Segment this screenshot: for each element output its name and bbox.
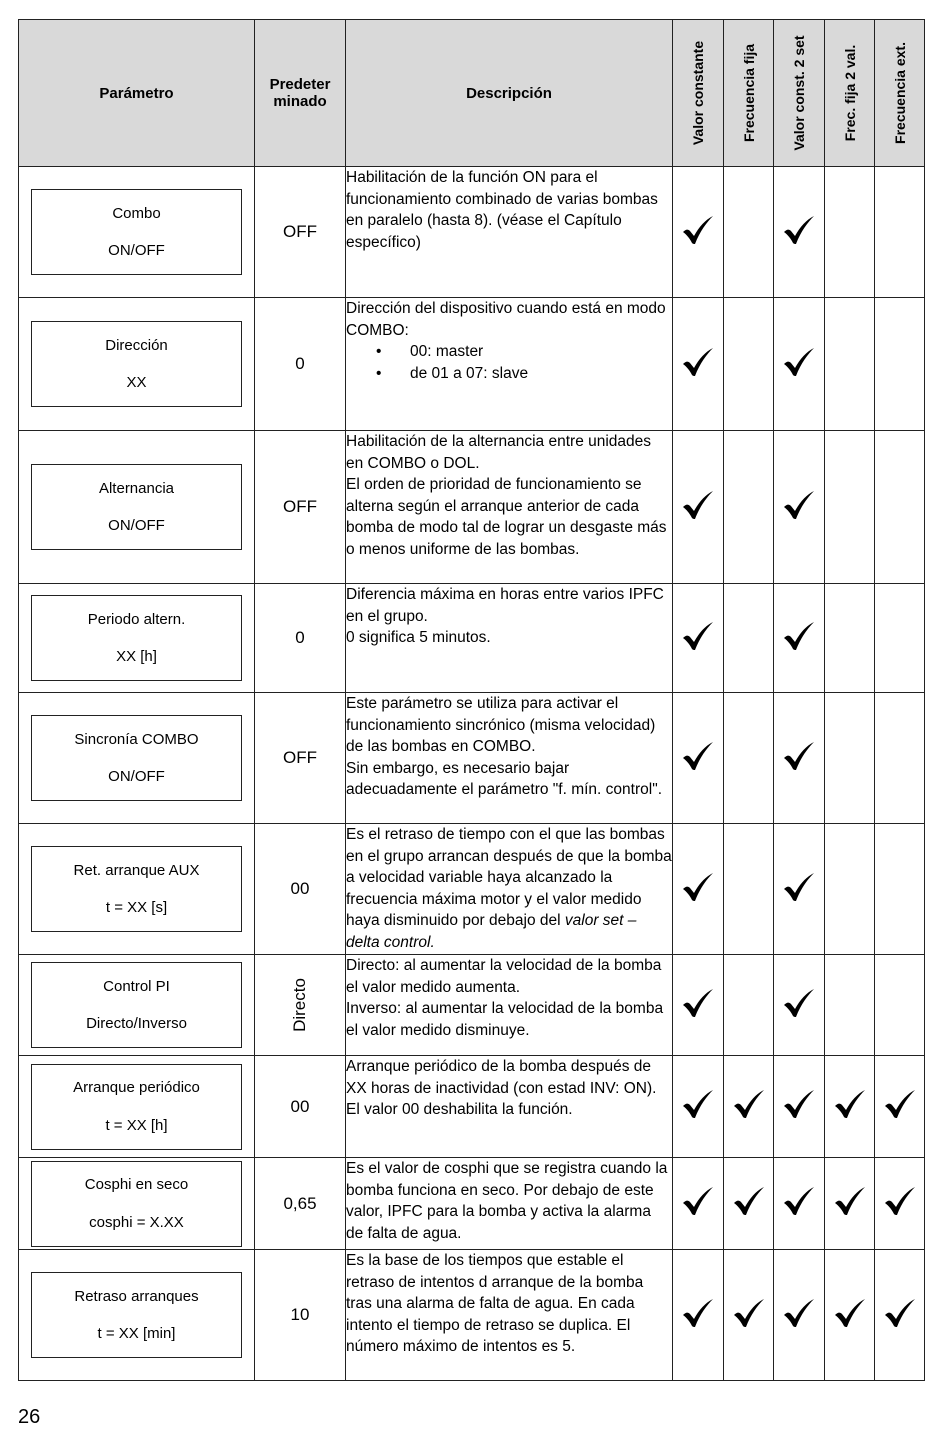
checkmark-icon <box>783 1186 815 1216</box>
header-predeterminado-line1: Predeter <box>269 76 331 93</box>
mode-cell <box>875 1250 925 1381</box>
checkmark-icon <box>682 1298 714 1328</box>
parameter-name: Arranque periódico <box>73 1079 200 1097</box>
parameter-box <box>31 1161 242 1247</box>
header-mode-label: Frecuencia ext. <box>891 42 908 144</box>
table-row <box>19 584 925 693</box>
mode-cell <box>825 1056 875 1158</box>
header-mode-valor-constante <box>673 20 724 167</box>
parameter-value: Directo/Inverso <box>86 1015 187 1032</box>
checkmark-icon <box>834 1186 866 1216</box>
mode-cell <box>875 431 925 584</box>
mode-cell <box>724 1056 774 1158</box>
mode-cell <box>875 1056 925 1158</box>
default-value-text: Directo <box>290 978 309 1032</box>
description-text: Arranque periódico de la bomba después de XX horas de inactividad (con estad INV: ON). El valor 00 deshabilita la función. <box>346 1058 657 1119</box>
mode-cell <box>825 431 875 584</box>
parameter-name: Sincronía COMBO <box>74 730 199 748</box>
table-row <box>19 1056 925 1158</box>
parameter-name: Control PI <box>103 977 170 995</box>
description-text-2: Inverso: al aumentar la velocidad de la bomba el valor medido disminuye. <box>346 1000 664 1039</box>
description-text: Es el valor de cosphi que se registra cuando la bomba funciona en seco. Por debajo de este valor, IPFC para la bomba y activa la alarma de falta de agua. <box>346 1160 668 1242</box>
mode-cell <box>724 298 774 431</box>
header-mode-label: Valor const. 2 set <box>791 35 807 151</box>
mode-cell <box>673 298 724 431</box>
checkmark-icon <box>682 215 714 245</box>
parameter-box <box>31 1064 242 1150</box>
table-row <box>19 298 925 431</box>
header-predeterminado-line2: minado <box>273 93 327 110</box>
parameter-box <box>31 962 242 1048</box>
mode-cell <box>724 955 774 1056</box>
parameter-name: Combo <box>112 204 161 222</box>
parameter-name: Alternancia <box>98 479 175 497</box>
mode-cell <box>673 824 724 955</box>
parameter-box <box>31 189 242 275</box>
parameter-box <box>31 846 242 932</box>
description <box>346 1250 673 1381</box>
description-text-2: El orden de prioridad de funcionamiento se alterna según el arranque anterior de cada bomba de modo tal de lograr un desgaste más o menos uniforme de las bombas. <box>346 476 667 558</box>
mode-cell <box>825 1158 875 1250</box>
description <box>346 431 673 584</box>
description-list <box>346 341 672 384</box>
mode-cell <box>774 584 825 693</box>
parameter-value: XX [h] <box>116 648 157 665</box>
mode-cell <box>724 1158 774 1250</box>
parameter-name: Periodo altern. <box>87 610 186 628</box>
header-mode-frecuencia-fija <box>724 20 774 167</box>
mode-cell <box>875 1158 925 1250</box>
default-value <box>255 955 346 1056</box>
mode-cell <box>875 693 925 824</box>
parameter-value: ON/OFF <box>108 517 165 534</box>
default-value: 00 <box>255 824 346 955</box>
mode-cell <box>774 1158 825 1250</box>
parameter-box <box>31 595 242 681</box>
mode-cell <box>825 1250 875 1381</box>
table-row <box>19 1250 925 1381</box>
mode-cell <box>825 693 875 824</box>
description <box>346 584 673 693</box>
header-mode-label: Frec. fija 2 val. <box>841 44 858 142</box>
parameter-value: ON/OFF <box>108 242 165 259</box>
description <box>346 955 673 1056</box>
mode-cell <box>724 167 774 298</box>
table-row <box>19 1158 925 1250</box>
description-text-2: Sin embargo, es necesario bajar adecuadamente el parámetro "f. mín. control". <box>346 759 663 799</box>
mode-cell <box>774 298 825 431</box>
checkmark-icon <box>834 1089 866 1119</box>
mode-cell <box>673 1158 724 1250</box>
description <box>346 167 673 298</box>
parameter-value: t = XX [h] <box>105 1116 168 1134</box>
mode-cell <box>724 1250 774 1381</box>
mode-cell <box>673 167 724 298</box>
mode-cell <box>774 1250 825 1381</box>
description <box>346 1158 673 1250</box>
mode-cell <box>673 693 724 824</box>
checkmark-icon <box>783 1298 815 1328</box>
checkmark-icon <box>884 1298 916 1328</box>
mode-cell <box>673 1056 724 1158</box>
description-text: Habilitación de la función ON para el funcionamiento combinado de varias bombas en paralelo (hasta 8). (véase el Capítulo específico) <box>346 169 658 251</box>
default-value: OFF <box>255 693 346 824</box>
mode-cell <box>673 584 724 693</box>
checkmark-icon <box>783 988 815 1018</box>
mode-cell <box>825 584 875 693</box>
description <box>346 824 673 955</box>
mode-cell <box>825 955 875 1056</box>
default-value: OFF <box>255 167 346 298</box>
parameter-value: t = XX [min] <box>97 1325 176 1342</box>
description-text: Habilitación de la alternancia entre unidades en COMBO o DOL. <box>346 433 652 472</box>
default-value: 0 <box>255 298 346 431</box>
mode-cell <box>875 955 925 1056</box>
header-mode-label: Valor constante <box>690 40 706 146</box>
checkmark-icon <box>682 741 714 771</box>
parameter-value: XX <box>126 374 147 391</box>
checkmark-icon <box>783 1089 815 1119</box>
parameter-name: Ret. arranque AUX <box>73 861 200 879</box>
checkmark-icon <box>783 215 815 245</box>
parameter-box <box>31 321 242 407</box>
checkmark-icon <box>783 621 815 651</box>
header-descripcion: Descripción <box>346 20 673 167</box>
mode-cell <box>673 1250 724 1381</box>
checkmark-icon <box>783 347 815 377</box>
mode-cell <box>875 298 925 431</box>
checkmark-icon <box>682 1186 714 1216</box>
checkmark-icon <box>733 1186 765 1216</box>
description <box>346 298 673 431</box>
default-value: 00 <box>255 1056 346 1158</box>
table-row <box>19 167 925 298</box>
mode-cell <box>825 824 875 955</box>
mode-cell <box>673 955 724 1056</box>
checkmark-icon <box>783 741 815 771</box>
parameter-table <box>18 19 925 1381</box>
mode-cell <box>724 824 774 955</box>
header-row <box>19 20 925 167</box>
description <box>346 1056 673 1158</box>
mode-cell <box>724 584 774 693</box>
checkmark-icon <box>682 872 714 902</box>
description-text: Este parámetro se utiliza para activar el funcionamiento sincrónico (misma velocidad) de las bombas en COMBO. <box>346 695 656 756</box>
checkmark-icon <box>834 1298 866 1328</box>
checkmark-icon <box>884 1186 916 1216</box>
mode-cell <box>774 167 825 298</box>
table-row <box>19 824 925 955</box>
checkmark-icon <box>682 347 714 377</box>
mode-cell <box>774 824 825 955</box>
checkmark-icon <box>682 621 714 651</box>
checkmark-icon <box>682 988 714 1018</box>
page-number: 26 <box>18 1406 41 1428</box>
checkmark-icon <box>682 1089 714 1119</box>
description <box>346 693 673 824</box>
table-row <box>19 693 925 824</box>
default-value: 0 <box>255 584 346 693</box>
parameter-value: cosphi = X.XX <box>89 1213 184 1231</box>
mode-cell <box>774 1056 825 1158</box>
parameter-name: Retraso arranques <box>74 1287 199 1305</box>
mode-cell <box>724 693 774 824</box>
mode-cell <box>875 824 925 955</box>
description-text: Es el retraso de tiempo con el que las bombas en el grupo arrancan después de que la bomba a velocidad variable haya alcanzado la frecuencia máxima motor y el valor medido haya disminuido por debajo del <box>346 826 672 930</box>
list-item: • de 01 a 07: slave <box>410 363 672 385</box>
parameter-name: Dirección <box>105 336 168 354</box>
mode-cell <box>774 955 825 1056</box>
mode-cell <box>673 431 724 584</box>
checkmark-icon <box>733 1298 765 1328</box>
mode-cell <box>774 431 825 584</box>
mode-cell <box>825 298 875 431</box>
checkmark-icon <box>682 490 714 520</box>
parameter-box <box>31 1272 242 1358</box>
checkmark-icon <box>884 1089 916 1119</box>
description-italic: valor set – delta control. <box>346 912 637 951</box>
description-text-2: 0 significa 5 minutos. <box>346 629 491 647</box>
header-mode-label: Frecuencia fija <box>740 43 757 143</box>
table-row <box>19 431 925 584</box>
parameter-box <box>31 464 242 550</box>
mode-cell <box>875 584 925 693</box>
checkmark-icon <box>783 872 815 902</box>
header-parametro: Parámetro <box>19 20 255 167</box>
default-value: OFF <box>255 431 346 584</box>
description-text: Diferencia máxima en horas entre varios IPFC en el grupo. <box>346 586 664 625</box>
header-mode-valor-const-2-set <box>774 20 825 167</box>
parameter-name: Cosphi en seco <box>84 1176 189 1194</box>
mode-cell <box>774 693 825 824</box>
mode-cell <box>875 167 925 298</box>
default-value: 10 <box>255 1250 346 1381</box>
description-text: Directo: al aumentar la velocidad de la bomba el valor medido aumenta. <box>346 957 662 996</box>
mode-cell <box>825 167 875 298</box>
mode-cell <box>724 431 774 584</box>
list-item: • 00: master <box>410 341 672 363</box>
header-mode-frec-fija-2-val <box>825 20 875 167</box>
checkmark-icon <box>783 490 815 520</box>
header-mode-frecuencia-ext <box>875 20 925 167</box>
description-text: Dirección del dispositivo cuando está en modo COMBO: <box>346 300 666 339</box>
checkmark-icon <box>733 1089 765 1119</box>
parameter-value: ON/OFF <box>108 768 165 785</box>
description-text: Es la base de los tiempos que estable el retraso de intentos d arranque de la bomba tras una alarma de falta de agua. En cada intento el tiempo de retraso se duplica. El número máximo de intentos es 5. <box>346 1252 644 1356</box>
parameter-box <box>31 715 242 801</box>
default-value: 0,65 <box>255 1158 346 1250</box>
header-predeterminado <box>255 20 346 167</box>
parameter-value: t = XX [s] <box>105 899 168 916</box>
table-row <box>19 955 925 1056</box>
